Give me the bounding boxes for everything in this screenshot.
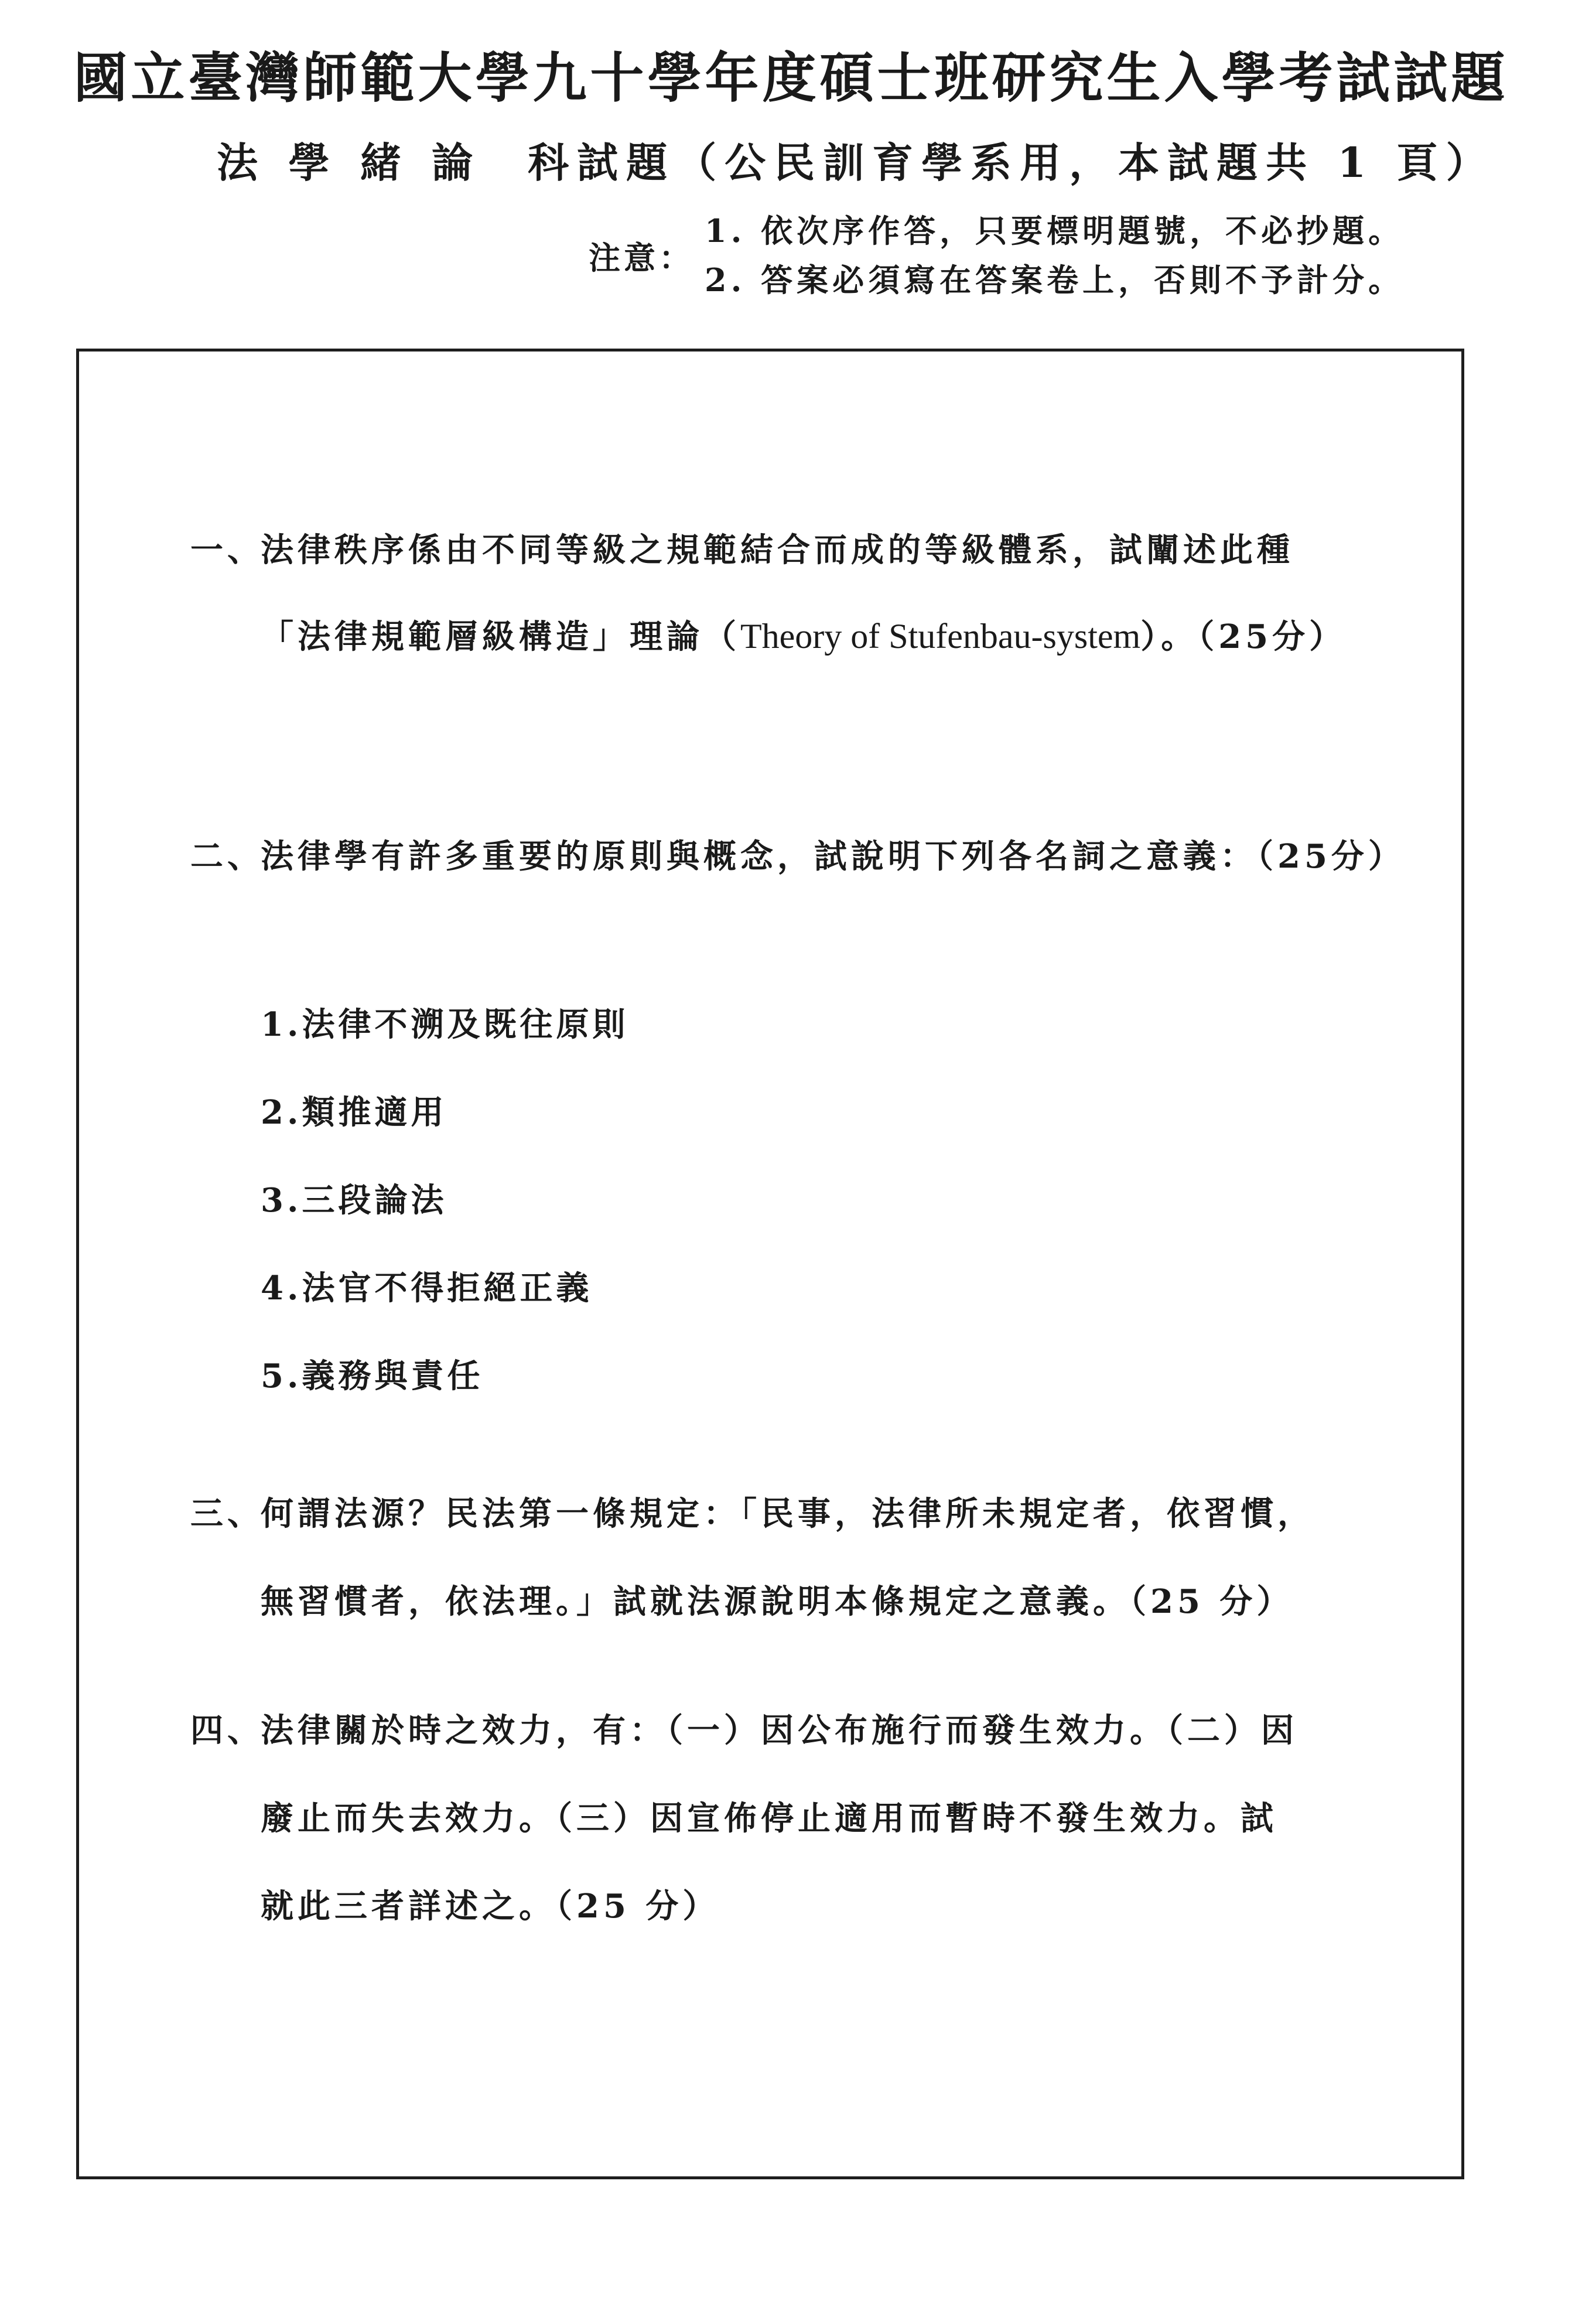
notice-lines bbox=[705, 206, 1404, 305]
question-1-theory-name: Theory of Stufenbau-system bbox=[740, 617, 1141, 656]
question-1-line-2-pre: 「法律規範層級構造」理論（ bbox=[261, 617, 740, 656]
question-3-number: 三、 bbox=[190, 1494, 264, 1533]
notice-block bbox=[589, 206, 1404, 305]
question-4-text-1: 法律關於時之效力，有：（一）因公布施行而發生效力。（二）因 bbox=[261, 1711, 1298, 1750]
exam-title: 國立臺灣師範大學九十學年度碩士班研究生入學考試試題 bbox=[73, 46, 1509, 110]
question-3-text-1: 何謂法源？民法第一條規定：「民事，法律所未規定者，依習慣， bbox=[261, 1494, 1314, 1533]
notice-label: 注意： bbox=[589, 238, 694, 277]
question-4-line-2: 廢止而失去效力。（三）因宣佈停止適用而暫時不發生效力。試 bbox=[261, 1799, 1277, 1838]
question-2-item-2: 2.類推適用 bbox=[261, 1093, 447, 1132]
question-2-item-5: 5.義務與責任 bbox=[261, 1357, 484, 1395]
question-2-number: 二、 bbox=[190, 837, 264, 876]
notice-line-2: 2. 答案必須寫在答案卷上，否則不予計分。 bbox=[705, 261, 1405, 299]
question-1-text: 法律秩序係由不同等級之規範結合而成的等級體系，試闡述此種 bbox=[261, 531, 1294, 569]
question-1-line-2-post: ）。（25分） bbox=[1140, 617, 1347, 656]
question-2-item-3: 3.三段論法 bbox=[261, 1181, 447, 1220]
course-name: 法 學 緒 論 bbox=[217, 138, 481, 187]
question-2-text: 法律學有許多重要的原則與概念，試說明下列各名詞之意義：（25分） bbox=[261, 837, 1405, 876]
question-1-line-1 bbox=[190, 524, 1294, 571]
question-1-line-2 bbox=[261, 611, 1346, 658]
question-2-line-1 bbox=[190, 831, 1405, 878]
notice-line-1: 1. 依次序作答，只要標明題號，不必抄題。 bbox=[705, 212, 1405, 250]
question-3-line-2: 無習慣者，依法理。」試就法源說明本條規定之意義。（25 分） bbox=[261, 1582, 1294, 1621]
question-2-item-4: 4.法官不得拒絕正義 bbox=[261, 1269, 593, 1308]
question-4-line-3: 就此三者詳述之。（25 分） bbox=[261, 1887, 720, 1926]
subtitle-text: 科試題（公民訓育學系用，本試題共 1 頁） bbox=[528, 138, 1495, 187]
exam-subtitle bbox=[217, 130, 1495, 189]
question-4-line-1 bbox=[190, 1705, 1298, 1752]
question-2-item-1: 1.法律不溯及既往原則 bbox=[261, 1005, 629, 1044]
question-3-line-1 bbox=[190, 1488, 1314, 1535]
question-1-number: 一、 bbox=[190, 531, 264, 569]
question-4-number: 四、 bbox=[190, 1711, 264, 1750]
